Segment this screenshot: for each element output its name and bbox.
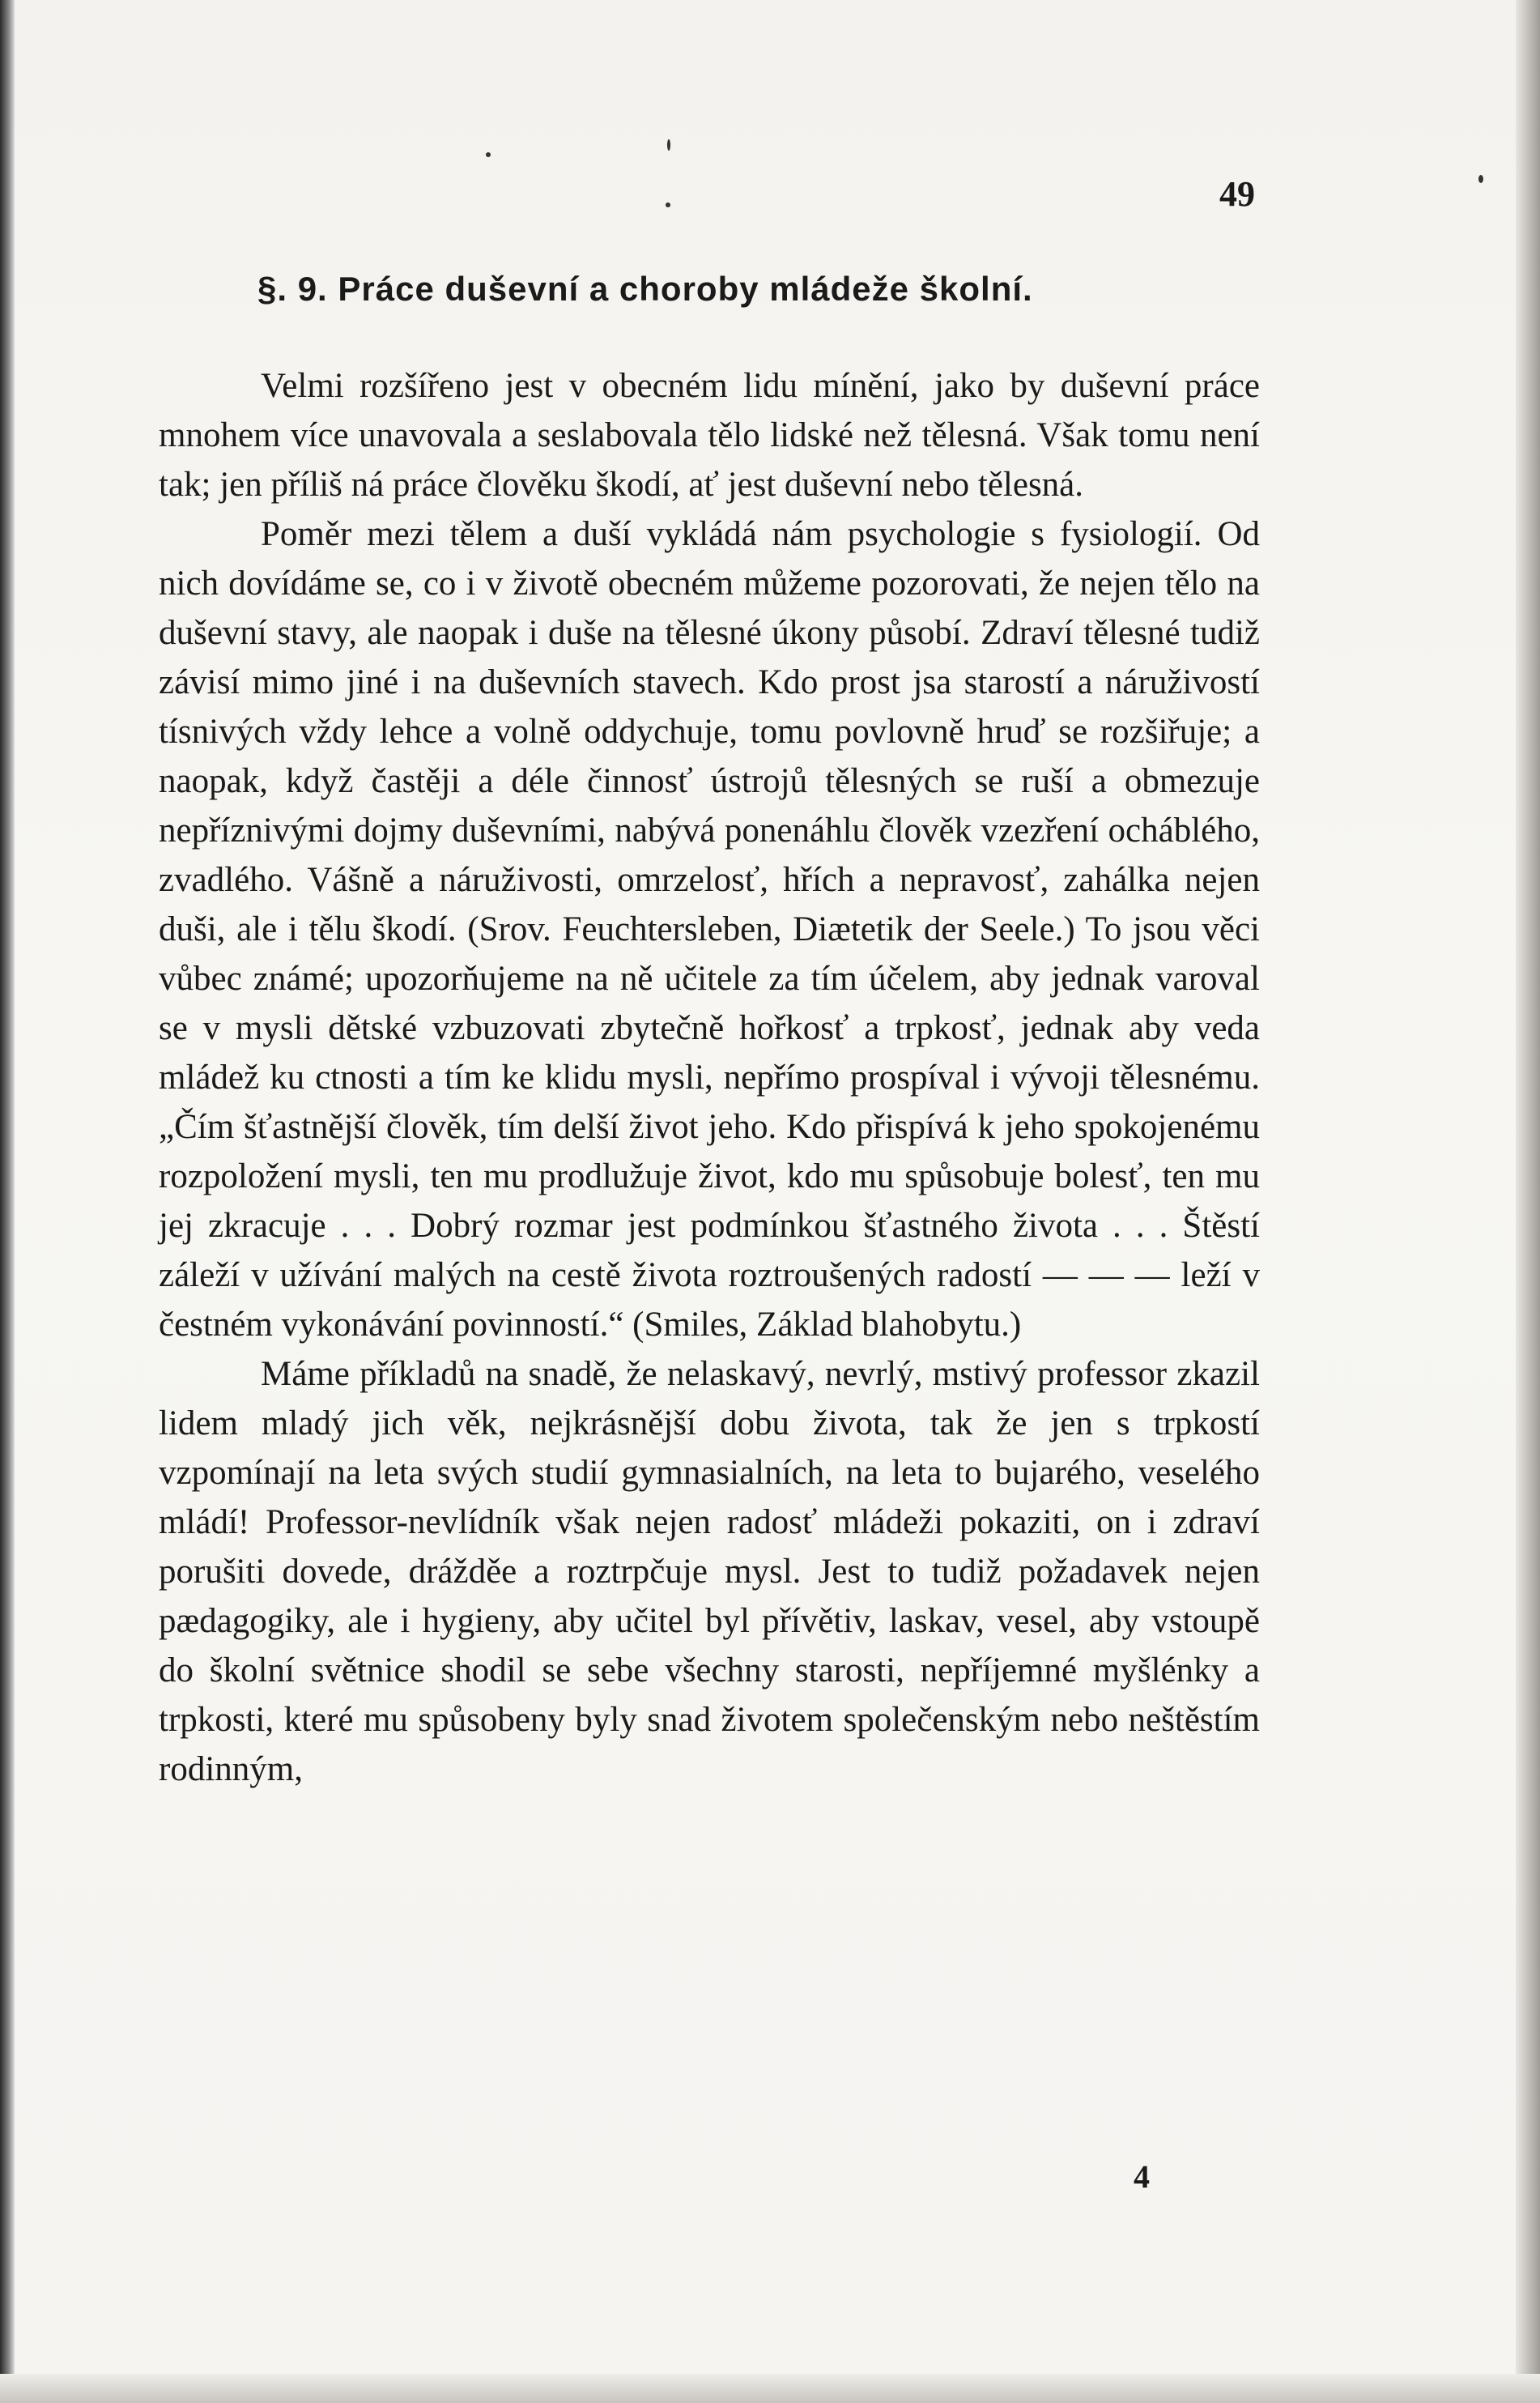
paragraph-2: Poměr mezi tělem a duší vykládá nám psychologie s fysiologií. Od nich dovídáme se, co i v životě obecném můžeme pozorovati, že nejen tělo na duševní stavy, ale naopak i duše na tělesné úkony působí. Zdraví tělesné tudiž závisí mimo jiné i na duševních stavech. Kdo prost jsa starostí a náruživostí tísnivých vždy lehce a volně oddychuje, tomu povlovně hruď se rozšiřuje; a naopak, když častěji a déle činnosť ústrojů tělesných se ruší a obmezuje nepříznivými dojmy duševními, nabývá ponenáhlu člověk vzezření ocháblého, zvadlého. Vášně a náruživosti, omrzelosť, hřích a nepravosť, zahálka nejen duši, ale i tělu škodí. (Srov. Feuchtersleben, Diætetik der Seele.) To jsou věci vůbec známé; upozorňujeme na ně učitele za tím účelem, aby jednak varoval se v mysli dětské vzbuzovati zbytečně hořkosť a trpkosť, jednak aby veda mládež ku ctnosti a tím ke klidu mysli, nepřímo prospíval i vývoji tělesnému. „Čím šťastnější člověk, tím delší život jeho. Kdo přispívá k jeho spokojenému rozpoložení mysli, ten mu prodlužuje život, kdo mu spůsobuje bolesť, ten mu jej zkracuje . . . Dobrý rozmar jest podmínkou šťastného života . . . Štěstí záleží v užívání malých na cestě života roztroušených radostí — — — leží v čestném vykonávání povinností.“ (Smiles, Základ blahobytu.) <box>159 515 1260 1344</box>
scan-speck <box>667 139 670 151</box>
scan-speck <box>666 202 670 207</box>
page-number: 49 <box>1219 174 1255 214</box>
signature-mark: 4 <box>1134 2158 1150 2195</box>
right-page-edge <box>1516 0 1540 2403</box>
body-text <box>159 361 1260 1794</box>
paragraph-1: Velmi rozšířeno jest v obecném lidu mínění, jako by duševní práce mnohem více unavovala a seslabovala tělo lidské než tělesná. Však tomu není tak; jen příliš ná práce člověku škodí, ať jest duševní nebo tělesná. <box>159 367 1260 504</box>
left-binding-shadow <box>0 0 15 2403</box>
bottom-page-edge <box>0 2374 1540 2403</box>
section-heading: §. 9. Práce duševní a choroby mládeže školní. <box>257 270 1033 308</box>
scan-speck <box>1478 175 1483 183</box>
scan-speck <box>486 152 491 157</box>
paragraph-3: Máme příkladů na snadě, že nelaskavý, nevrlý, mstivý professor zkazil lidem mladý jich věk, nejkrásnější dobu života, tak že jen s trpkostí vzpomínají na leta svých studií gymnasialních, na leta to bujarého, veselého mládí! Professor-nevlídník však nejen radosť mládeži pokaziti, on i zdraví porušiti dovede, drážděe a roztrpčuje mysl. Jest to tudiž požadavek nejen pædagogiky, ale i hygieny, aby učitel byl přívětiv, laskav, vesel, aby vstoupě do školní světnice shodil se sebe všechny starosti, nepříjemné myšlénky a trpkosti, které mu spůsobeny byly snad životem společenským nebo neštěstím rodinným, <box>159 1355 1260 1788</box>
